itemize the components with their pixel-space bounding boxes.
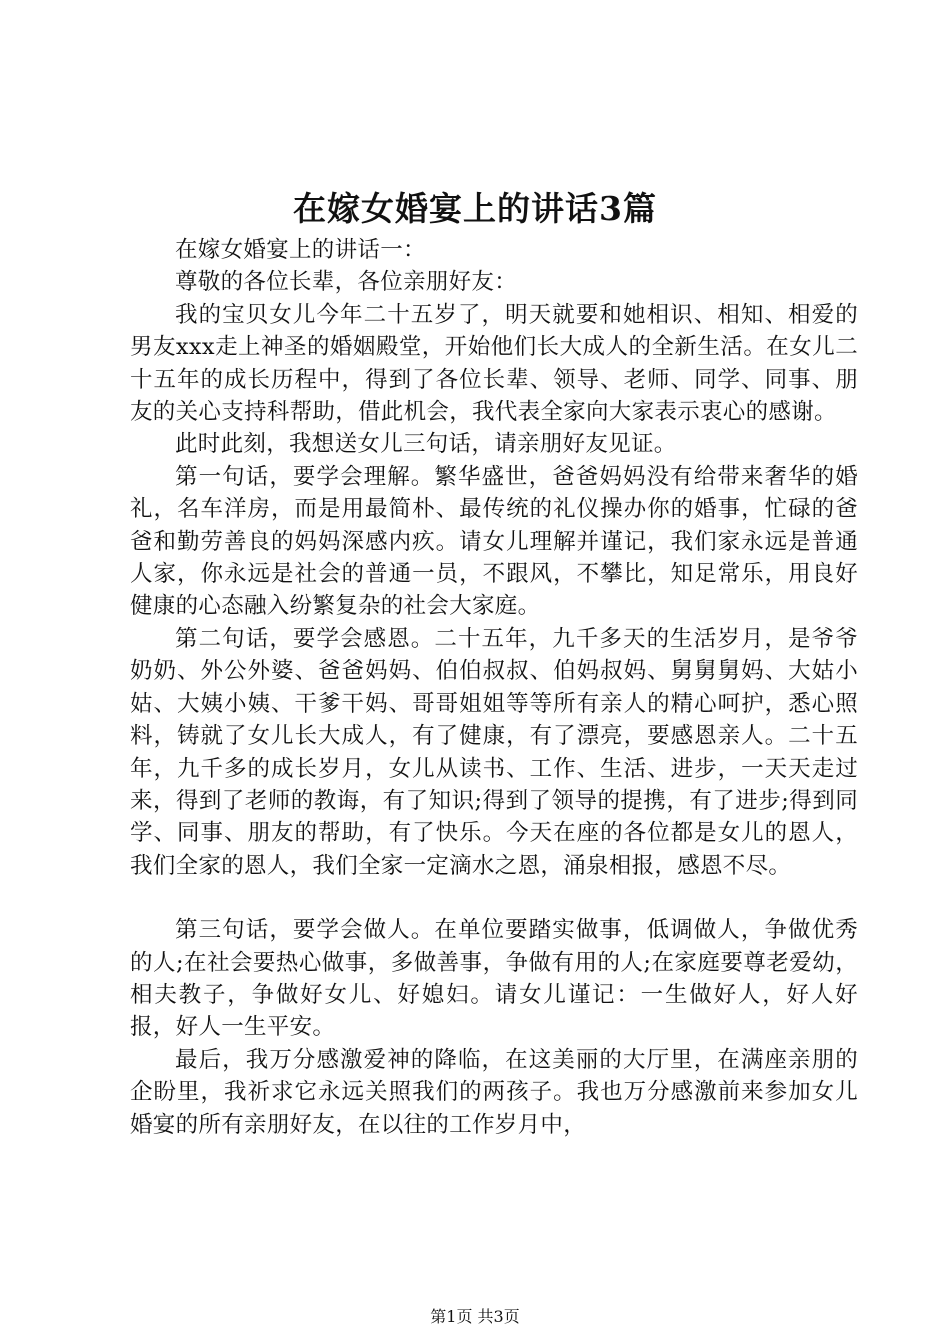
paragraph: 第二句话，要学会感恩。二十五年，九千多天的生活岁月，是爷爷奶奶、外公外婆、爸爸妈妈、伯伯叔叔、伯妈叔妈、舅舅舅妈、大姑小姑、大姨小姨、干爹干妈、哥哥姐姐等等所有亲人的精心呵护，悉心照料，铸就了女儿长大成人，有了健康，有了漂亮，要感恩亲人。二十五年，九千多的成长岁月，女儿从读书、工作、生活、进步，一天天走过来，得到了老师的教诲，有了知识;得到了领导的提携，有了进步;得到同学、同事、朋友的帮助，有了快乐。今天在座的各位都是女儿的恩人，我们全家的恩人，我们全家一定滴水之恩，涌泉相报，感恩不尽。 (130, 625, 858, 879)
paragraph: 此时此刻，我想送女儿三句话，请亲朋好友见证。 (175, 431, 677, 458)
paragraph: 我的宝贝女儿今年二十五岁了，明天就要和她相识、相知、相爱的男友xxx走上神圣的婚姻殿堂，开始他们长大成人的全新生活。在女儿二十五年的成长历程中，得到了各位长辈、领导、老师、同学、同事、朋友的关心支持科帮助，借此机会，我代表全家向大家表示衷心的感谢。 (130, 301, 858, 426)
paragraph: 在嫁女婚宴上的讲话一： (175, 237, 426, 263)
paragraph: 第一句话，要学会理解。繁华盛世，爸爸妈妈没有给带来奢华的婚礼，名车洋房，而是用最简朴、最传统的礼仪操办你的婚事，忙碌的爸爸和勤劳善良的妈妈深感内疚。请女儿理解并谨记，我们家永远是普通人家，你永远是社会的普通一员，不跟风，不攀比，知足常乐，用良好健康的心态融入纷繁复杂的社会大家庭。 (130, 463, 858, 620)
paragraph: 尊敬的各位长辈，各位亲朋好友： (175, 269, 518, 296)
paragraph-spacer (130, 882, 858, 914)
page-number-footer: 第1页 共3页 (430, 1307, 520, 1326)
paragraph: 最后，我万分感激爱神的降临，在这美丽的大厅里，在满座亲朋的企盼里，我祈求它永远关照我们的两孩子。我也万分感激前来参加女儿婚宴的所有亲朋好友，在以往的工作岁月中， (130, 1046, 858, 1138)
document-body (130, 234, 858, 1141)
paragraph: 第三句话，要学会做人。在单位要踏实做事，低调做人，争做优秀的人;在社会要热心做事，多做善事，争做有用的人;在家庭要尊老爱幼，相夫教子，争做好女儿、好媳妇。请女儿谨记：一生做好人，好人好报，好人一生平安。 (130, 917, 858, 1041)
document-title: 在嫁女婚宴上的讲话3篇 (293, 189, 657, 228)
